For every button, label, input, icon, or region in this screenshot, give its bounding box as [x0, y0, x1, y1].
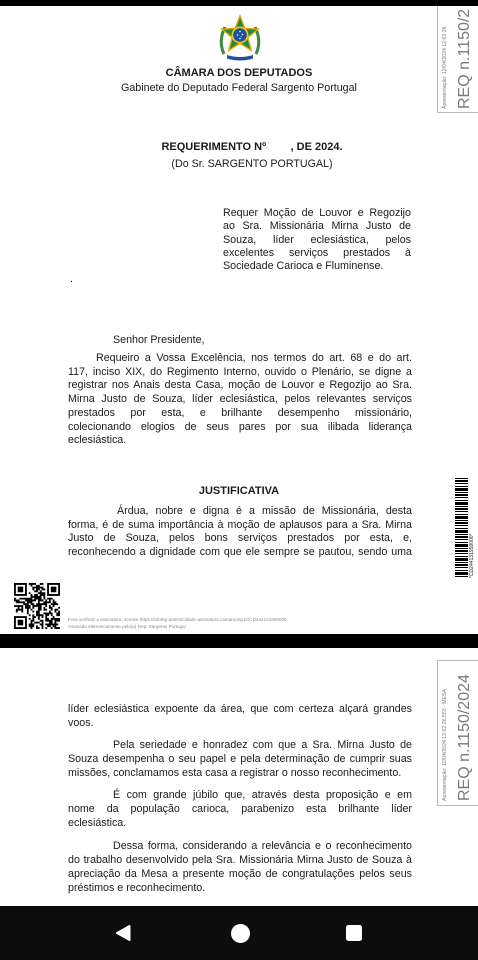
page-title: REQUERIMENTO Nº , DE 2024.: [161, 141, 343, 153]
text-line: Árdua, nobre e digna é a missão de Missionária, desta: [117, 505, 412, 517]
text-line: excelentes serviços prestados à: [223, 246, 411, 259]
back-button[interactable]: [103, 914, 143, 952]
req-number-stamp: REQ n.1150/2024: [456, 674, 473, 801]
text-line: Justo de Souza, pelos bons serviços prestados por esta, e,: [68, 532, 412, 545]
salutation: Senhor Presidente,: [113, 334, 205, 346]
justification-paragraph: [68, 505, 412, 560]
text-line: ao Sra. Missionária Mirna Justo de: [223, 220, 411, 233]
text-line: forma, é de suma importância à moção de aplausos para a Sra. Mirna: [68, 518, 412, 531]
document-page-2: [0, 648, 478, 906]
text-line: 117, inciso XIX, do Regimento Interno, ouvido o Plenário, se digne a: [68, 365, 412, 378]
text-line: Requer Moção de Louvor e Regozijo: [223, 207, 411, 219]
institution-name: CÂMARA DOS DEPUTADOS: [165, 67, 313, 79]
justification-heading: JUSTIFICATIVA: [198, 485, 280, 497]
req-number-stamp: REQ n.1150/2: [456, 8, 473, 109]
text-line: líder eclesiástica expoente da área, que com certeza alçará grandes: [68, 703, 412, 715]
presentation-stamp: [437, 6, 478, 113]
recents-button[interactable]: [334, 914, 374, 952]
presentation-stamp: [437, 660, 478, 806]
navigation-bar: [0, 906, 478, 960]
qr-code: [14, 583, 60, 629]
text-line: eclesiástica.: [68, 817, 127, 829]
text-line: colecionando elogios de seus pares por sua ilibada liderança: [68, 420, 412, 433]
stray-mark: .: [70, 273, 73, 285]
presentation-date-text: Apresentação: 12/04/2024 12:02:26: [442, 26, 448, 109]
text-line: Mirna Justo de Souza, líder eclesiástica, pelos relevantes serviços: [68, 393, 412, 406]
back-icon[interactable]: [114, 924, 132, 942]
home-button[interactable]: [220, 914, 260, 952]
text-line: Souza, líder eclesiástica, pelos: [223, 233, 411, 246]
text-line: apreciação da Mesa a presente moção de congratulações pelos seus: [68, 868, 412, 880]
body-paragraph: [68, 788, 412, 830]
text-line: Souza desempenha o seu papel e pela determinação de cumprir suas: [68, 753, 412, 765]
text-line: nome da população carioca, parabenizo esta brilhante líder: [68, 803, 412, 815]
text-line: Dessa forma, considerando a relevância e o reconhecimento: [113, 840, 412, 852]
presentation-date-text: Apresentação: 12/04/2024 12:02:26.553 - MESA: [442, 689, 448, 801]
signature-verify-text: Para verificar a assinatura, acesse https://infoleg-autenticidade-assinatura.camara.leg.br/CD244131959000: [68, 617, 287, 622]
body-paragraph: [68, 839, 412, 895]
request-paragraph: [68, 352, 412, 448]
document-page-1: [0, 6, 478, 634]
text-line: do trabalho desenvolvido pela Sra. Missionária Mirna Justo de Souza à: [68, 854, 412, 866]
text-line: Sociedade Carioca e Fluminense.: [223, 260, 384, 273]
brazil-coat-of-arms-icon: [215, 12, 265, 62]
barcode: [455, 478, 468, 578]
body-paragraph: [68, 738, 412, 780]
text-line: É com grande júbilo que, através desta proposição e em: [113, 789, 412, 801]
text-line: Pela seriedade e honradez com que a Sra. Mirna Justo de: [113, 739, 412, 751]
recents-icon[interactable]: [346, 925, 362, 941]
text-line: eclesiástica.: [68, 434, 127, 447]
home-icon[interactable]: [231, 924, 250, 943]
text-line: préstimos e reconhecimento.: [68, 882, 206, 894]
summary-paragraph: [223, 207, 411, 273]
text-line: registrar nos Anais desta Casa, moção de Louvor e Regozijo ao Sra.: [68, 379, 412, 392]
continuation-paragraph: [68, 702, 412, 730]
author-line: (Do Sr. SARGENTO PORTUGAL): [171, 158, 333, 170]
text-line: prestados por esta, e brilhante desempenho missionário,: [68, 406, 412, 419]
signed-by-text: Assinado eletronicamente pelo(a) Dep. Sargento Portugal: [68, 624, 186, 629]
text-line: Requeiro a Vossa Excelência, nos termos do art. 68 e do art.: [96, 352, 412, 364]
text-line: voos.: [68, 717, 94, 729]
text-line: reconhecendo a dignidade com que ele sempre se pautou, sendo uma: [68, 546, 412, 559]
text-line: missões, conclamamos esta casa a registrar o nosso reconhecimento.: [68, 767, 402, 779]
barcode-digits: *CD244131959000*: [469, 533, 475, 578]
office-name: Gabinete do Deputado Federal Sargento Portugal: [121, 82, 357, 94]
